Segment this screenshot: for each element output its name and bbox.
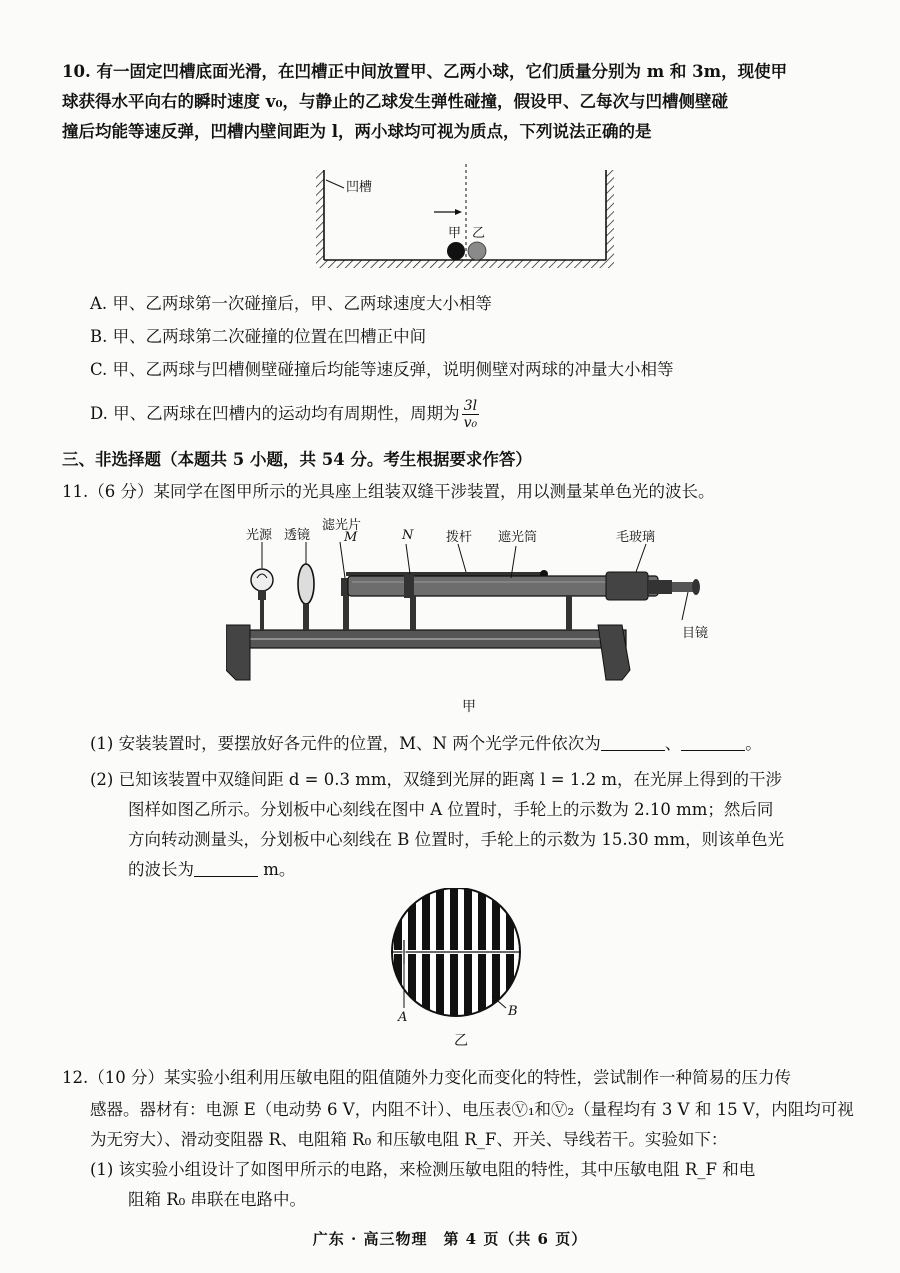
q11-sub2-line4 [128,856,295,884]
q11-sub2-line2: 图样如图乙所示。分划板中心刻线在图中 A 位置时，手轮上的示数为 2.10 mm；然后同 [128,800,774,819]
q10-line2: 球获得水平向右的瞬时速度 v₀，与静止的乙球发生弹性碰撞，假设甲、乙每次与凹槽侧壁碰 [62,92,729,111]
label-eyepiece: 目镜 [682,626,709,641]
ball-a-label: 甲 [448,226,462,241]
section-3-heading: 三、非选择题（本题共 5 小题，共 54 分。考生根据要求作答） [62,450,532,469]
interference-figure [384,888,530,1022]
label-tube: 遮光筒 [498,530,538,545]
optical-bench-figure [226,520,746,700]
q12-sub1-line2: 阻箱 R₀ 串联在电路中。 [128,1190,307,1209]
q12-line3: 为无穷大）、滑动变阻器 R、电阻箱 R₀ 和压敏电阻 R_F、开关、导线若干。实验如下： [90,1130,728,1149]
answer-blank-wavelength[interactable] [194,858,258,877]
q10-line1: 10. 有一固定凹槽底面光滑，在凹槽正中间放置甲、乙两小球，它们质量分别为 m 和 3m，现使甲 [62,62,788,81]
figure-jia-caption: 甲 [462,699,476,715]
page-footer: 广东 · 高三物理 第 4 页（共 6 页） [312,1230,588,1248]
groove-label: 凹槽 [346,180,373,195]
period-fraction [462,398,480,431]
q11-sub1-end: 。 [745,734,762,753]
q10-line3: 撞后均能等速反弹，凹槽内壁间距为 l，两小球均可视为质点，下列说法正确的是 [62,122,652,141]
q11-line1: 11.（6 分）某同学在图甲所示的光具座上组装双缝干涉装置，用以测量某单色光的波长。 [62,482,715,501]
answer-blank-m[interactable] [601,732,665,751]
q11-sub1-separator: 、 [664,734,682,753]
label-light-source: 光源 [246,528,273,543]
q10-option-b: B. 甲、乙两球第二次碰撞的位置在凹槽正中间 [90,327,427,346]
label-lens: 透镜 [284,528,311,543]
label-lever: 拨杆 [446,530,473,545]
label-filter: 滤光片 [322,518,362,533]
q12-line1: 12.（10 分）某实验小组利用压敏电阻的阻值随外力变化而变化的特性，尝试制作一种简易的压力传 [62,1068,791,1087]
q12-sub1-line1: (1) 该实验小组设计了如图甲所示的电路，来检测压敏电阻的特性，其中压敏电阻 R_F 和电 [90,1160,756,1179]
q10-option-d [90,398,479,431]
q10-option-c: C. 甲、乙两球与凹槽侧壁碰撞后均能等速反弹，说明侧壁对两球的冲量大小相等 [90,360,674,379]
answer-blank-n[interactable] [681,732,745,751]
q11-sub2-line1: (2) 已知该装置中双缝间距 d = 0.3 mm，双缝到光屏的距离 l = 1.2 m，在光屏上得到的干涉 [90,770,782,789]
q10-option-d-text: D. 甲、乙两球在凹槽内的运动均有周期性，周期为 [90,404,460,423]
figure-yi-caption: 乙 [454,1033,468,1049]
q10-option-a: A. 甲、乙两球第一次碰撞后，甲、乙两球速度大小相等 [90,294,492,313]
fig-label-b: B [508,1004,518,1019]
q11-sub2-line4-a: 的波长为 [128,860,194,879]
period-denominator: v₀ [463,415,478,431]
fig-label-a: A [398,1010,408,1025]
ball-b-label: 乙 [472,226,486,241]
q11-sub1-text: (1) 安装装置时，要摆放好各元件的位置，M、N 两个光学元件依次为 [90,734,601,753]
q11-sub1 [90,730,762,758]
q11-sub2-line4-b: m。 [258,860,296,879]
q12-line2: 感器。器材有：电源 E（电动势 6 V，内阻不计）、电压表Ⓥ₁和Ⓥ₂（量程均有 3 V 和 15 V，内阻均可视 [90,1100,854,1119]
period-numerator: 3l [462,398,480,415]
label-n: N [402,528,414,543]
label-screen: 毛玻璃 [616,530,656,545]
label-m: M [344,530,358,545]
q11-sub2-line3: 方向转动测量头，分划板中心刻线在 B 位置时，手轮上的示数为 15.30 mm，则该单色光 [128,830,785,849]
